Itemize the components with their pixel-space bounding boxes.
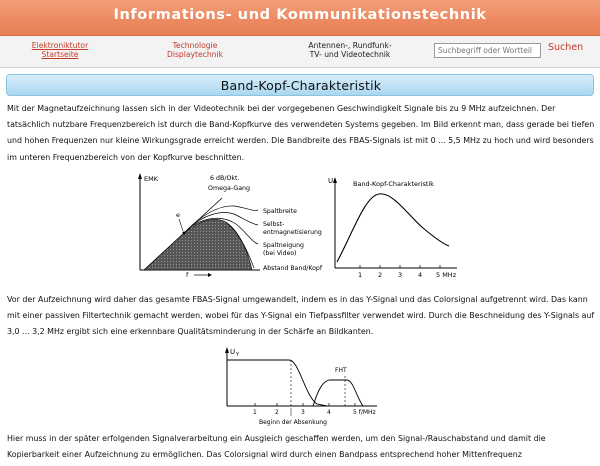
tick-1: 1 [358, 271, 363, 279]
label-bei-video: (bei Video) [263, 250, 297, 257]
emk-diagram [130, 170, 335, 278]
y-axis-arrow [225, 347, 229, 353]
paragraph-aufzeichnung: Vor der Aufzeichnung wird daher das gesamte FBAS-Signal umgewandelt, indem es in das Y-Signal und das Colorsignal aufgetrennt wird. Das kann mit einer passiven Filtertechnik gemacht werden, wobei für das Y-Signal ein Tiefpassfilter verwendet wird. Durch die Beschneidung des Y-Signals auf 3,0 ... 3,2 MHz ergibt sich eine erkennbare Qualitätsminderung in der Schärfe an Bildkanten. [7, 295, 595, 337]
y-axis-arrow [138, 173, 142, 179]
navigation-bar [0, 36, 600, 68]
y-axis-label: EMK [144, 175, 158, 183]
y-axis-label: U [230, 348, 236, 356]
paragraph-signalverarbeitung: Hier muss in der später erfolgenden Signalverarbeitung ein Ausgleich geschaffen werden, um den Signal-/Rauschabstand und damit die Kopierbarkeit einer Aufzeichnung zu ermöglichen. Das Colorsignal wird durch einen Bandpass entsprechend hoher Mittenfrequenz [7, 434, 546, 460]
tick-3: 3 [398, 271, 403, 279]
point-e-leader [179, 219, 183, 231]
label-entmagnetisierung: entmagnetisierung [263, 229, 322, 236]
bandkopf-diagram [323, 172, 463, 282]
y-axis-sub: Y [236, 352, 240, 358]
color-bandpass-curve [313, 380, 363, 406]
y-filter-diagram [217, 346, 382, 426]
label-spaltneigung: Spaltneigung [263, 242, 304, 249]
nav-link-displaytechnik-line1: Technologie [172, 41, 218, 50]
fht-label: FHT [335, 367, 347, 374]
page-title-bar [6, 74, 594, 96]
x-axis-label: f [186, 271, 189, 278]
search-input[interactable] [434, 43, 541, 58]
chart-title: Band-Kopf-Charakteristik [353, 180, 434, 188]
caption-beginn: Beginn der Absenkung [259, 419, 327, 426]
nav-current-section [290, 41, 410, 59]
site-title: Informations- und Kommunikationstechnik [113, 7, 487, 23]
label-selbst: Selbst- [263, 221, 285, 228]
label-abstand: Abstand Band/Kopf [263, 265, 323, 272]
point-e [183, 232, 186, 235]
nav-current-line1: Antennen-, Rundfunk- [308, 41, 392, 50]
nav-link-startseite-line1: Elektroniktutor [31, 41, 89, 50]
omega-label: Omega-Gang [208, 185, 251, 192]
figure-bandkopf-curve [323, 172, 463, 282]
slope-label: 6 dB/Okt. [210, 175, 240, 182]
tick-5: 5 f/MHz [353, 409, 376, 416]
figure-y-filter [217, 346, 382, 426]
tick-5: 5 MHz [436, 271, 457, 279]
page-title: Band-Kopf-Charakteristik [220, 78, 382, 93]
tick-4: 4 [418, 271, 423, 279]
nav-link-displaytechnik[interactable] [150, 41, 240, 59]
y-lowpass-curve [227, 360, 327, 406]
figure-emk-curve [130, 170, 335, 278]
nav-link-displaytechnik-line2: Displaytechnik [167, 50, 223, 59]
point-e-label: e [176, 211, 180, 219]
tick-1: 1 [253, 409, 257, 416]
y-axis-arrow [333, 177, 337, 183]
response-curve [337, 194, 449, 262]
nav-link-startseite-line2: Startseite [41, 50, 79, 59]
tick-4: 4 [327, 409, 331, 416]
label-spaltbreite: Spaltbreite [263, 208, 297, 215]
site-banner [0, 0, 600, 36]
search-button[interactable]: Suchen [548, 42, 584, 53]
nav-current-line2: TV- und Videotechnik [309, 50, 391, 59]
paragraph-intro: Mit der Magnetaufzeichnung lassen sich in der Videotechnik bei der vorgegebenen Geschwindigkeit Signale bis zu 9 MHz aufzeichnen. Der tatsächlich nutzbare Frequenzbereich ist durch die Band-Kopfkurve des verwendeten Systems gegeben. Im Bild erkennt man, dass gerade bei tiefen und hohen Frequenzen nur kleine Wirkungsgrade erreicht werden. Die Bandbreite des FBAS-Signals ist mit 0 ... 5,5 MHz zu hoch und wird besonders im unteren Frequenzbereich von der Kopfkurve beschnitten. [7, 104, 595, 162]
y-axis-label: U [328, 177, 334, 185]
tick-3: 3 [301, 409, 305, 416]
tick-2: 2 [378, 271, 383, 279]
x-arrow-head [208, 273, 212, 277]
tick-2: 2 [275, 409, 279, 416]
nav-link-startseite[interactable] [20, 41, 100, 59]
emk-area [144, 219, 252, 270]
